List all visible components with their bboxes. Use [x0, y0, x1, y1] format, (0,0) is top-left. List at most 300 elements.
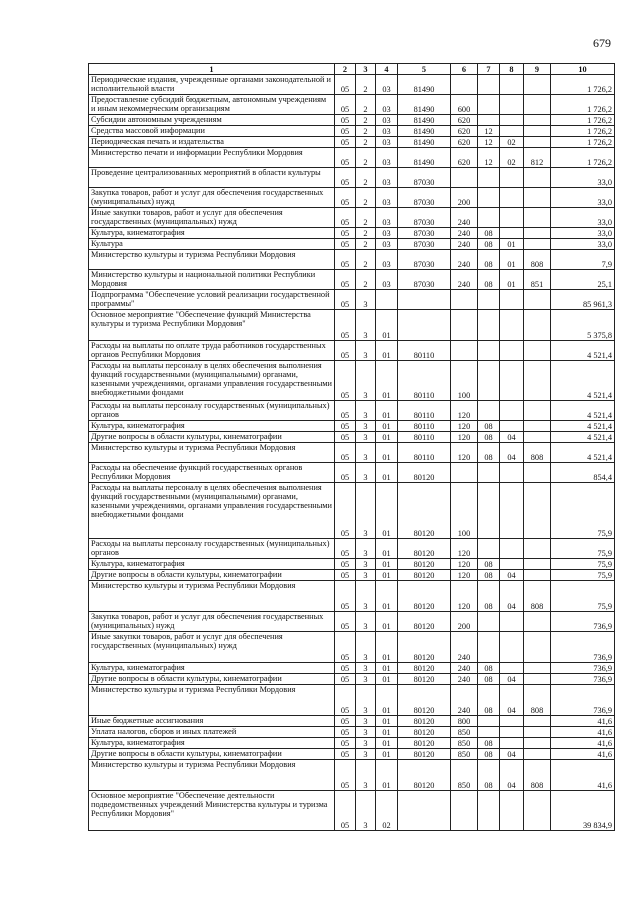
amount-cell: 85 961,3 — [551, 290, 615, 310]
amount-cell: 33,0 — [551, 228, 615, 239]
code-event-cell: 03 — [376, 168, 398, 188]
code-sub-cell: 3 — [356, 570, 376, 581]
row-name-cell: Периодические издания, учрежденные органами законодательной и исполнительной власти — [89, 75, 335, 95]
code-subsection-cell: 04 — [500, 749, 524, 760]
row-name-cell: Проведение централизованных мероприятий в области культуры — [89, 168, 335, 188]
table-row — [89, 401, 615, 421]
table-row — [89, 208, 615, 228]
code-event-cell: 01 — [376, 674, 398, 685]
code-section-cell — [478, 95, 500, 115]
code-subsection-cell: 02 — [500, 137, 524, 148]
code-pp-cell: 05 — [335, 95, 356, 115]
column-header: 7 — [478, 64, 500, 75]
code-direction-cell — [398, 290, 451, 310]
column-header: 8 — [500, 64, 524, 75]
code-pp-cell: 05 — [335, 663, 356, 674]
code-direction-cell: 80120 — [398, 738, 451, 749]
code-direction-cell: 87030 — [398, 188, 451, 208]
row-name-cell: Закупка товаров, работ и услуг для обеспечения государственных (муниципальных) нужд — [89, 188, 335, 208]
code-expense-type-cell: 240 — [451, 663, 478, 674]
row-name-cell: Уплата налогов, сборов и иных платежей — [89, 727, 335, 738]
code-sub-cell: 2 — [356, 148, 376, 168]
code-sub-cell: 3 — [356, 716, 376, 727]
table-row — [89, 539, 615, 559]
code-event-cell: 01 — [376, 738, 398, 749]
code-sub-cell: 2 — [356, 168, 376, 188]
table-row — [89, 674, 615, 685]
code-sub-cell: 3 — [356, 401, 376, 421]
code-sub-cell: 3 — [356, 760, 376, 791]
code-section-cell: 08 — [478, 738, 500, 749]
table-row — [89, 738, 615, 749]
code-section-cell: 08 — [478, 749, 500, 760]
code-pp-cell: 05 — [335, 137, 356, 148]
code-pp-cell: 05 — [335, 341, 356, 361]
code-sub-cell: 2 — [356, 95, 376, 115]
code-direction-cell: 80120 — [398, 716, 451, 727]
code-expense-type-cell: 600 — [451, 95, 478, 115]
code-direction-cell: 80110 — [398, 361, 451, 401]
code-ministry-cell — [524, 432, 551, 443]
code-pp-cell: 05 — [335, 727, 356, 738]
code-event-cell: 01 — [376, 401, 398, 421]
code-pp-cell: 05 — [335, 361, 356, 401]
table-row — [89, 570, 615, 581]
table-row — [89, 270, 615, 290]
code-sub-cell: 2 — [356, 239, 376, 250]
code-direction-cell: 87030 — [398, 228, 451, 239]
code-direction-cell: 80110 — [398, 341, 451, 361]
amount-cell: 4 521,4 — [551, 432, 615, 443]
amount-cell: 39 834,9 — [551, 791, 615, 831]
code-sub-cell: 3 — [356, 738, 376, 749]
code-ministry-cell — [524, 663, 551, 674]
code-pp-cell: 05 — [335, 760, 356, 791]
code-section-cell: 08 — [478, 421, 500, 432]
code-pp-cell: 05 — [335, 443, 356, 463]
code-section-cell: 08 — [478, 250, 500, 270]
code-pp-cell: 05 — [335, 749, 356, 760]
code-direction-cell: 80110 — [398, 432, 451, 443]
row-name-cell: Другие вопросы в области культуры, кинематографии — [89, 749, 335, 760]
code-ministry-cell — [524, 75, 551, 95]
amount-cell: 33,0 — [551, 239, 615, 250]
code-event-cell: 03 — [376, 148, 398, 168]
code-ministry-cell — [524, 228, 551, 239]
code-pp-cell: 05 — [335, 290, 356, 310]
code-pp-cell: 05 — [335, 421, 356, 432]
code-section-cell: 08 — [478, 228, 500, 239]
code-event-cell: 01 — [376, 361, 398, 401]
code-subsection-cell — [500, 791, 524, 831]
code-sub-cell: 3 — [356, 443, 376, 463]
amount-cell: 75,9 — [551, 559, 615, 570]
code-ministry-cell — [524, 188, 551, 208]
code-pp-cell: 05 — [335, 310, 356, 341]
code-ministry-cell — [524, 463, 551, 483]
code-subsection-cell — [500, 559, 524, 570]
amount-cell: 75,9 — [551, 483, 615, 539]
code-section-cell: 08 — [478, 559, 500, 570]
code-expense-type-cell: 850 — [451, 738, 478, 749]
code-expense-type-cell: 240 — [451, 270, 478, 290]
table-row — [89, 95, 615, 115]
row-name-cell: Расходы на выплаты персоналу в целях обеспечения выполнения функций государственными (муниципальными) органами, казенными учреждениями, органами управления государственными внебюджетными фондами — [89, 361, 335, 401]
code-pp-cell: 05 — [335, 716, 356, 727]
code-ministry-cell: 808 — [524, 443, 551, 463]
code-subsection-cell — [500, 663, 524, 674]
code-sub-cell: 2 — [356, 188, 376, 208]
code-subsection-cell — [500, 361, 524, 401]
code-direction-cell: 80110 — [398, 421, 451, 432]
table-row — [89, 421, 615, 432]
code-ministry-cell — [524, 137, 551, 148]
code-section-cell — [478, 632, 500, 663]
code-sub-cell: 2 — [356, 250, 376, 270]
code-ministry-cell — [524, 290, 551, 310]
code-section-cell — [478, 463, 500, 483]
code-section-cell: 08 — [478, 432, 500, 443]
code-expense-type-cell — [451, 75, 478, 95]
code-section-cell — [478, 310, 500, 341]
code-subsection-cell: 01 — [500, 250, 524, 270]
code-event-cell: 01 — [376, 539, 398, 559]
row-name-cell: Министерство культуры и туризма Республики Мордовия — [89, 250, 335, 270]
code-expense-type-cell: 120 — [451, 539, 478, 559]
code-subsection-cell: 04 — [500, 443, 524, 463]
code-pp-cell: 05 — [335, 75, 356, 95]
code-pp-cell: 05 — [335, 570, 356, 581]
code-event-cell: 03 — [376, 188, 398, 208]
code-direction-cell: 81490 — [398, 126, 451, 137]
code-pp-cell: 05 — [335, 791, 356, 831]
code-pp-cell: 05 — [335, 168, 356, 188]
code-sub-cell: 2 — [356, 228, 376, 239]
code-ministry-cell — [524, 674, 551, 685]
code-section-cell: 08 — [478, 663, 500, 674]
code-direction-cell: 87030 — [398, 168, 451, 188]
code-event-cell: 03 — [376, 250, 398, 270]
code-subsection-cell — [500, 483, 524, 539]
code-section-cell — [478, 791, 500, 831]
code-subsection-cell — [500, 727, 524, 738]
code-expense-type-cell: 120 — [451, 570, 478, 581]
row-name-cell: Другие вопросы в области культуры, кинематографии — [89, 432, 335, 443]
code-section-cell — [478, 716, 500, 727]
table-row — [89, 250, 615, 270]
code-ministry-cell: 808 — [524, 250, 551, 270]
code-section-cell — [478, 483, 500, 539]
amount-cell: 33,0 — [551, 168, 615, 188]
table-row — [89, 760, 615, 791]
code-sub-cell: 2 — [356, 115, 376, 126]
code-direction-cell: 80120 — [398, 570, 451, 581]
code-sub-cell: 2 — [356, 137, 376, 148]
code-expense-type-cell — [451, 341, 478, 361]
code-subsection-cell — [500, 612, 524, 632]
code-expense-type-cell: 620 — [451, 137, 478, 148]
amount-cell: 736,9 — [551, 612, 615, 632]
code-sub-cell: 3 — [356, 361, 376, 401]
table-row — [89, 612, 615, 632]
code-event-cell: 01 — [376, 632, 398, 663]
table-row — [89, 685, 615, 716]
code-section-cell — [478, 168, 500, 188]
code-subsection-cell — [500, 463, 524, 483]
code-pp-cell: 05 — [335, 612, 356, 632]
code-ministry-cell — [524, 612, 551, 632]
table-row — [89, 749, 615, 760]
code-expense-type-cell — [451, 168, 478, 188]
code-section-cell: 08 — [478, 270, 500, 290]
code-subsection-cell — [500, 539, 524, 559]
code-expense-type-cell: 240 — [451, 228, 478, 239]
code-direction-cell: 80120 — [398, 663, 451, 674]
code-event-cell: 01 — [376, 570, 398, 581]
code-subsection-cell — [500, 716, 524, 727]
code-expense-type-cell: 100 — [451, 483, 478, 539]
code-expense-type-cell: 120 — [451, 401, 478, 421]
amount-cell: 41,6 — [551, 738, 615, 749]
code-pp-cell: 05 — [335, 126, 356, 137]
code-subsection-cell: 04 — [500, 685, 524, 716]
code-expense-type-cell: 620 — [451, 115, 478, 126]
code-pp-cell: 05 — [335, 632, 356, 663]
code-event-cell: 01 — [376, 685, 398, 716]
code-pp-cell: 05 — [335, 228, 356, 239]
code-direction-cell: 80120 — [398, 463, 451, 483]
code-event-cell: 01 — [376, 727, 398, 738]
table-row — [89, 137, 615, 148]
code-pp-cell: 05 — [335, 539, 356, 559]
code-event-cell: 01 — [376, 443, 398, 463]
table-row — [89, 228, 615, 239]
code-section-cell: 12 — [478, 148, 500, 168]
row-name-cell: Министерство печати и информации Республики Мордовия — [89, 148, 335, 168]
code-section-cell — [478, 75, 500, 95]
code-sub-cell: 3 — [356, 539, 376, 559]
row-name-cell: Основное мероприятие "Обеспечение функций Министерства культуры и туризма Республики Мордовия" — [89, 310, 335, 341]
code-ministry-cell — [524, 126, 551, 137]
amount-cell: 736,9 — [551, 685, 615, 716]
amount-cell: 41,6 — [551, 727, 615, 738]
code-subsection-cell: 01 — [500, 270, 524, 290]
row-name-cell: Культура, кинематография — [89, 559, 335, 570]
row-name-cell: Субсидии автономным учреждениям — [89, 115, 335, 126]
row-name-cell: Подпрограмма "Обеспечение условий реализации государственной программы" — [89, 290, 335, 310]
code-sub-cell: 3 — [356, 463, 376, 483]
code-expense-type-cell: 200 — [451, 612, 478, 632]
code-expense-type-cell — [451, 290, 478, 310]
column-header: 2 — [335, 64, 356, 75]
code-expense-type-cell: 240 — [451, 685, 478, 716]
code-sub-cell: 3 — [356, 432, 376, 443]
code-ministry-cell — [524, 421, 551, 432]
code-ministry-cell: 851 — [524, 270, 551, 290]
row-name-cell: Расходы на обеспечение функций государственных органов Республики Мордовия — [89, 463, 335, 483]
code-pp-cell: 05 — [335, 208, 356, 228]
table-row — [89, 663, 615, 674]
code-event-cell: 01 — [376, 760, 398, 791]
row-name-cell: Другие вопросы в области культуры, кинематографии — [89, 570, 335, 581]
amount-cell: 1 726,2 — [551, 148, 615, 168]
row-name-cell: Иные закупки товаров, работ и услуг для обеспечения государственных (муниципальных) нужд — [89, 632, 335, 663]
table-row — [89, 632, 615, 663]
code-subsection-cell — [500, 115, 524, 126]
code-subsection-cell — [500, 401, 524, 421]
amount-cell: 33,0 — [551, 208, 615, 228]
column-header: 9 — [524, 64, 551, 75]
code-expense-type-cell: 240 — [451, 239, 478, 250]
code-sub-cell: 3 — [356, 663, 376, 674]
code-sub-cell: 2 — [356, 270, 376, 290]
column-header: 1 — [89, 64, 335, 75]
code-sub-cell: 3 — [356, 612, 376, 632]
code-pp-cell: 05 — [335, 674, 356, 685]
amount-cell: 4 521,4 — [551, 401, 615, 421]
code-direction-cell: 80120 — [398, 581, 451, 612]
table-row — [89, 310, 615, 341]
code-direction-cell: 87030 — [398, 250, 451, 270]
code-direction-cell: 80120 — [398, 760, 451, 791]
amount-cell: 1 726,2 — [551, 95, 615, 115]
table-row — [89, 168, 615, 188]
table-row — [89, 290, 615, 310]
code-expense-type-cell: 120 — [451, 432, 478, 443]
code-section-cell — [478, 208, 500, 228]
code-ministry-cell — [524, 95, 551, 115]
amount-cell: 1 726,2 — [551, 137, 615, 148]
code-expense-type-cell: 240 — [451, 674, 478, 685]
amount-cell: 736,9 — [551, 663, 615, 674]
table-row — [89, 791, 615, 831]
amount-cell: 736,9 — [551, 674, 615, 685]
code-direction-cell: 81490 — [398, 137, 451, 148]
row-name-cell: Иные бюджетные ассигнования — [89, 716, 335, 727]
code-pp-cell: 05 — [335, 239, 356, 250]
code-sub-cell: 3 — [356, 483, 376, 539]
page-number: 679 — [593, 36, 611, 50]
code-subsection-cell — [500, 228, 524, 239]
code-event-cell: 01 — [376, 310, 398, 341]
amount-cell: 736,9 — [551, 632, 615, 663]
code-direction-cell: 87030 — [398, 239, 451, 250]
code-section-cell: 12 — [478, 126, 500, 137]
code-pp-cell: 05 — [335, 270, 356, 290]
row-name-cell: Министерство культуры и туризма Республики Мордовия — [89, 581, 335, 612]
code-section-cell — [478, 401, 500, 421]
code-event-cell: 01 — [376, 463, 398, 483]
code-ministry-cell — [524, 208, 551, 228]
code-event-cell: 03 — [376, 228, 398, 239]
table-row — [89, 239, 615, 250]
row-name-cell: Расходы на выплаты персоналу в целях обеспечения выполнения функций государственными (муниципальными) органами, казенными учреждениями, органами управления государственными внебюджетными фондами — [89, 483, 335, 539]
table-row — [89, 432, 615, 443]
budget-table — [88, 63, 615, 831]
code-direction-cell: 80120 — [398, 632, 451, 663]
table-row — [89, 188, 615, 208]
code-event-cell: 01 — [376, 341, 398, 361]
column-header: 5 — [398, 64, 451, 75]
code-event-cell: 01 — [376, 663, 398, 674]
table-row — [89, 126, 615, 137]
code-event-cell: 01 — [376, 581, 398, 612]
code-subsection-cell — [500, 341, 524, 361]
code-expense-type-cell — [451, 310, 478, 341]
amount-cell: 4 521,4 — [551, 443, 615, 463]
row-name-cell: Культура, кинематография — [89, 738, 335, 749]
table-row — [89, 443, 615, 463]
code-ministry-cell: 808 — [524, 685, 551, 716]
amount-cell: 1 726,2 — [551, 126, 615, 137]
amount-cell: 75,9 — [551, 539, 615, 559]
row-name-cell: Периодическая печать и издательства — [89, 137, 335, 148]
code-subsection-cell — [500, 188, 524, 208]
code-ministry-cell — [524, 341, 551, 361]
code-expense-type-cell: 850 — [451, 749, 478, 760]
code-event-cell: 03 — [376, 95, 398, 115]
code-pp-cell: 05 — [335, 559, 356, 570]
amount-cell: 41,6 — [551, 760, 615, 791]
code-ministry-cell: 812 — [524, 148, 551, 168]
code-direction-cell — [398, 310, 451, 341]
code-subsection-cell — [500, 168, 524, 188]
code-expense-type-cell: 850 — [451, 760, 478, 791]
code-pp-cell: 05 — [335, 188, 356, 208]
row-name-cell: Закупка товаров, работ и услуг для обеспечения государственных (муниципальных) нужд — [89, 612, 335, 632]
code-subsection-cell: 04 — [500, 674, 524, 685]
amount-cell: 854,4 — [551, 463, 615, 483]
code-expense-type-cell: 240 — [451, 250, 478, 270]
code-direction-cell: 80120 — [398, 483, 451, 539]
code-event-cell — [376, 290, 398, 310]
row-name-cell: Министерство культуры и туризма Республики Мордовия — [89, 685, 335, 716]
code-section-cell: 12 — [478, 137, 500, 148]
code-direction-cell: 80120 — [398, 612, 451, 632]
code-event-cell: 01 — [376, 749, 398, 760]
code-expense-type-cell: 800 — [451, 716, 478, 727]
code-expense-type-cell — [451, 791, 478, 831]
row-name-cell: Министерство культуры и национальной политики Республики Мордовия — [89, 270, 335, 290]
code-ministry-cell — [524, 239, 551, 250]
code-subsection-cell — [500, 421, 524, 432]
code-subsection-cell — [500, 310, 524, 341]
code-pp-cell: 05 — [335, 685, 356, 716]
table-row — [89, 148, 615, 168]
code-sub-cell: 3 — [356, 581, 376, 612]
code-event-cell: 03 — [376, 270, 398, 290]
code-subsection-cell — [500, 95, 524, 115]
code-pp-cell: 05 — [335, 148, 356, 168]
code-direction-cell: 80120 — [398, 685, 451, 716]
code-direction-cell: 80110 — [398, 401, 451, 421]
code-expense-type-cell: 100 — [451, 361, 478, 401]
row-name-cell: Расходы на выплаты персоналу государственных (муниципальных) органов — [89, 539, 335, 559]
code-section-cell: 08 — [478, 760, 500, 791]
amount-cell: 25,1 — [551, 270, 615, 290]
code-ministry-cell — [524, 738, 551, 749]
code-ministry-cell — [524, 716, 551, 727]
code-expense-type-cell: 240 — [451, 632, 478, 663]
code-sub-cell: 2 — [356, 208, 376, 228]
table-row — [89, 75, 615, 95]
amount-cell: 4 521,4 — [551, 361, 615, 401]
code-event-cell: 03 — [376, 115, 398, 126]
code-event-cell: 01 — [376, 421, 398, 432]
column-header: 3 — [356, 64, 376, 75]
code-expense-type-cell — [451, 463, 478, 483]
code-direction-cell — [398, 791, 451, 831]
